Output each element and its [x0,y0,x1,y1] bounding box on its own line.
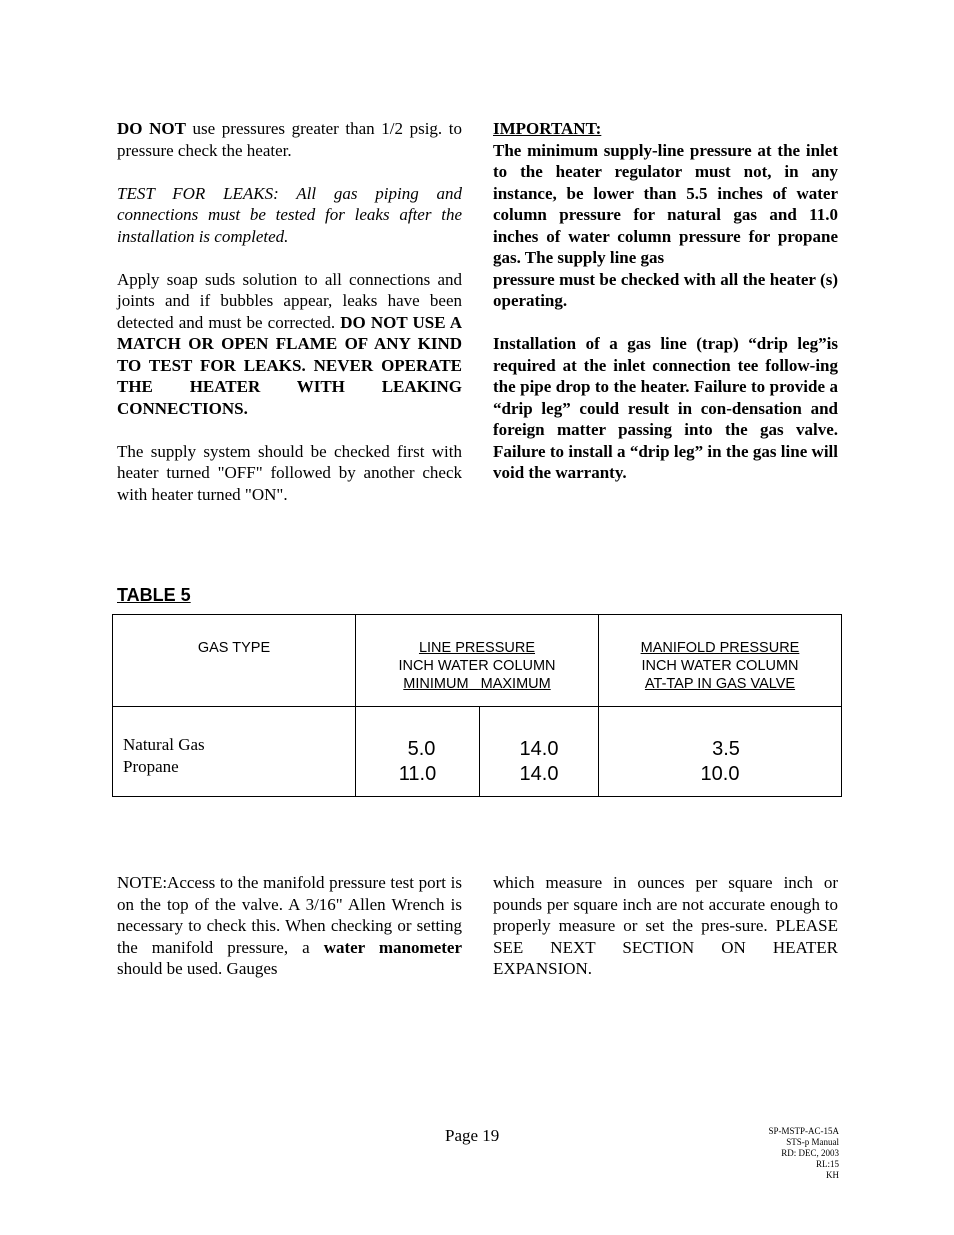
minimum-cell [356,707,480,797]
important-text-2: pressure must be checked with all the heater (s) operating. [493,269,838,310]
min-propane: 11.0 [398,763,437,785]
line-pressure-header: LINE PRESSURE [418,640,536,656]
manual-name: STS-p Manual [786,1137,839,1147]
no-flame-warning: DO NOT USE A MATCH OR OPEN FLAME OF ANY KIND TO TEST FOR LEAKS. NEVER OPERATE THE HEATER WITH LEAKING CONNECTIONS. [117,312,462,418]
water-manometer-bold: water manometer [323,937,463,957]
drip-leg-paragraph: Installation of a gas line (trap) “drip leg”is required at the inlet connection tee follow-ing the pipe drop to the heater. Failure to provide a “drip leg” could result in con-densation and foreign matter passing into the gas valve. Failure to install a “drip leg” in the gas line will void the warranty. [493,334,838,482]
pressure-warning-text: use pressures greater than 1/2 psig. to pressure check the heater. [117,119,462,160]
table-row [113,707,842,797]
revision-level: RL:15 [815,1159,839,1169]
note-right-text: which measure in ounces per square inch or pounds per square inch are not accurate enough to properly measure or set the pres-sure. PLEASE SEE NEXT SECTION ON HEATER EXPANSION. [493,873,838,978]
revision-date: RD: DEC, 2003 [781,1148,839,1158]
left-column [117,118,462,505]
max-natural: 14.0 [519,738,559,760]
document-codes [768,1126,839,1181]
gas-natural: Natural Gas [123,735,205,754]
note-left [117,872,462,980]
note-right [493,872,838,980]
note-text-end: should be used. Gauges [117,959,278,978]
important-text: The minimum supply-line pressure at the inlet to the heater regulator must not, in any instance, be lower than 5.5 inches of water column pressure for natural gas and 11.0 inches of water column pressure for propane gas. The supply line gas [493,140,838,267]
author-initials: KH [826,1170,839,1180]
right-column [493,118,838,484]
gas-pressure-table [112,614,842,797]
pressure-warning [117,118,462,161]
header-gas-type [113,615,356,707]
test-for-leaks-text: TEST FOR LEAKS: All gas piping and connections must be tested for leaks after the installation is completed. [117,183,462,246]
manifold-propane: 10.0 [700,763,740,785]
doc-code: SP-MSTP-AC-15A [768,1126,839,1136]
soap-suds-text: Apply soap suds solution to all connections and joints and if bubbles appear, leaks have been detected and must be corrected. [117,269,462,332]
do-not-bold: DO NOT [117,119,186,138]
at-tap-header: AT-TAP IN GAS VALVE [644,676,796,692]
line-inch-water-column: INCH WATER COLUMN [398,658,556,674]
gas-propane: Propane [123,757,179,776]
header-manifold-pressure [599,615,842,707]
table-header-row [113,615,842,707]
note-text: NOTE:Access to the manifold pressure test port is on the top of the valve. A 3/16" Allen Wrench is necessary to check this. When checking or setting the manifold pressure, a [117,873,462,957]
manifold-cell [599,707,842,797]
important-heading: IMPORTANT: [493,119,602,138]
supply-check-paragraph: The supply system should be checked first with heater turned "OFF" followed by another check with heater turned "ON". [117,441,462,504]
manifold-inch-water-column: INCH WATER COLUMN [641,658,799,674]
test-for-leaks [117,183,462,248]
gas-type-cell [113,707,356,797]
manifold-natural: 3.5 [712,738,740,760]
min-natural: 5.0 [407,738,436,760]
table-label: TABLE 5 [117,585,191,605]
page-number: Page 19 [445,1126,500,1145]
min-max-header: MINIMUM MAXIMUM [403,676,551,692]
gas-type-header: GAS TYPE [197,640,271,656]
maximum-cell [480,707,599,797]
manifold-pressure-header: MANIFOLD PRESSURE [640,640,800,656]
soap-suds-paragraph [117,269,462,420]
header-line-pressure [356,615,599,707]
max-propane: 14.0 [519,763,559,785]
